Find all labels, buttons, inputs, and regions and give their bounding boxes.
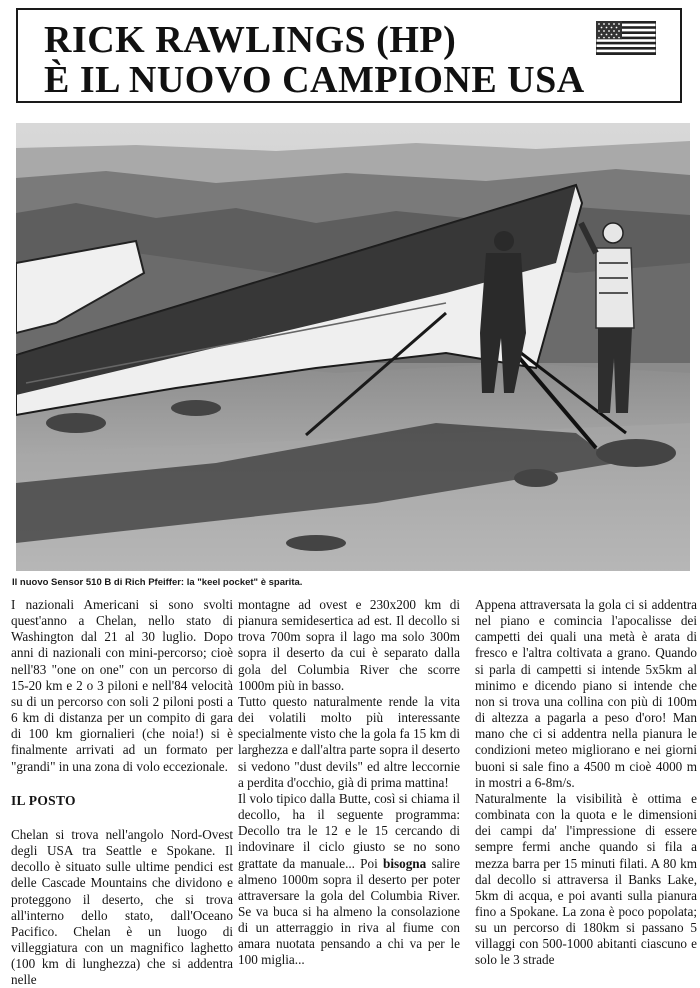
body-paragraph: Tutto questo naturalmente rende la vita dei volatili molto più interessante specialmente visto che la gola fa 15 km di larghezza e dall'altra parte sopra il deserto si vedono "dust devils" ed altre leccornie a perdita d'occhio, già di prima mattina! [238, 693, 460, 790]
photo-caption: Il nuovo Sensor 510 B di Rich Pfeiffer: la "keel pocket" è sparita. [12, 577, 303, 588]
intro-paragraph: I nazionali Americani si sono svolti quest'anno a Chelan, nello stato di Washington dal 21 al 30 luglio. Dopo anni di nazionali con mini-percorso; cioè nell'83 "one on one" con un percorso di 15-20 km e 2 o 3 piloni e nell'84 velocità su di un percorso con soli 2 piloni posti a 6 km di distanza per un compito di gara di 100 km giornalieri (che noia!) si è finalmente arrivati ad un formato per "grandi" in una zona di volo eccezionale. [11, 597, 233, 774]
flight-text-b: salire almeno 1000m sopra il deserto per poter attraversare la gola del Columbia River. Se va buca si ha almeno la consolazione di un atterraggio in riva al fiume con amara nuotata pensando a chi va per le 100 miglia... [238, 855, 461, 968]
body-paragraph: Appena attraversata la gola ci si addentra nel piano e comincia l'apocalisse dei campetti dei quali una metà è arata di fresco e l'altra coltivata a grano. Quando si parla di campetti si intende 5x5km al minimo e dicendo piano si intende che non si trova una collina con più di 100m di altezza a pagarla a peso d'oro! Man mano che ci si addentra nella pianura le condizioni meteo migliorano e nei giorni buoni si sale fino a 4500 m cioè 4000 m in mostri a 6-8m/s. [475, 597, 697, 790]
article-column-1 [11, 597, 233, 988]
usa-flag-icon [596, 21, 656, 55]
article-column-3 [475, 597, 697, 969]
hang-glider-photo [16, 123, 690, 571]
headline-line-2: È IL NUOVO CAMPIONE USA [44, 59, 585, 101]
body-paragraph: Naturalmente la visibilità è ottima e combinata con la quota e le dimensioni dei campi da' l'impressione di essere sempre fermi anche quando si fila a mezza barra per 15 minuti filati. A 80 km dal decollo si attraversa il Banks Lake, 5km di acqua, e poi avanti sulla pianura fino a Spokane. La zona è poco popolata; su un percorso di 180km si passano 5 villaggi con 500-1000 abitanti ciascuno e solo le 3 strade [475, 790, 697, 968]
body-paragraph: montagne ad ovest e 230x200 km di pianura semidesertica ad est. Il decollo si trova 700m sopra il lago ma solo 300m sopra il deserto da cui è separato dalla gola del Columbia River che scorre 1000m più in basso. [238, 597, 460, 693]
flight-paragraph [238, 791, 460, 969]
section-heading: IL POSTO [11, 792, 76, 808]
headline-line-1: RICK RAWLINGS (HP) [44, 19, 457, 61]
flight-text-a: Il volo tipico dalla Butte, così si chiama il decollo, ha il seguente programma: Decollo tra le 12 e le 15 cercando di indovinare il ciclo giusto se no sono grattate da manuale... Poi [238, 790, 460, 871]
title-box [16, 8, 682, 103]
emphasis-word: bisogna [382, 855, 427, 871]
location-paragraph: Chelan si trova nell'angolo Nord-Ovest degli USA tra Seattle e Spokane. Il decollo è situato sulle ultime pendici est delle Cascade Mountains che dividono e proteggono il deserto, che si trova all'interno dello stato, dall'Oceano Pacifico. Chelan è un luogo di villeggiatura con un magnifico laghetto (100 km di lunghezza) che si addentra nelle [11, 826, 233, 988]
article-column-2 [238, 597, 460, 969]
